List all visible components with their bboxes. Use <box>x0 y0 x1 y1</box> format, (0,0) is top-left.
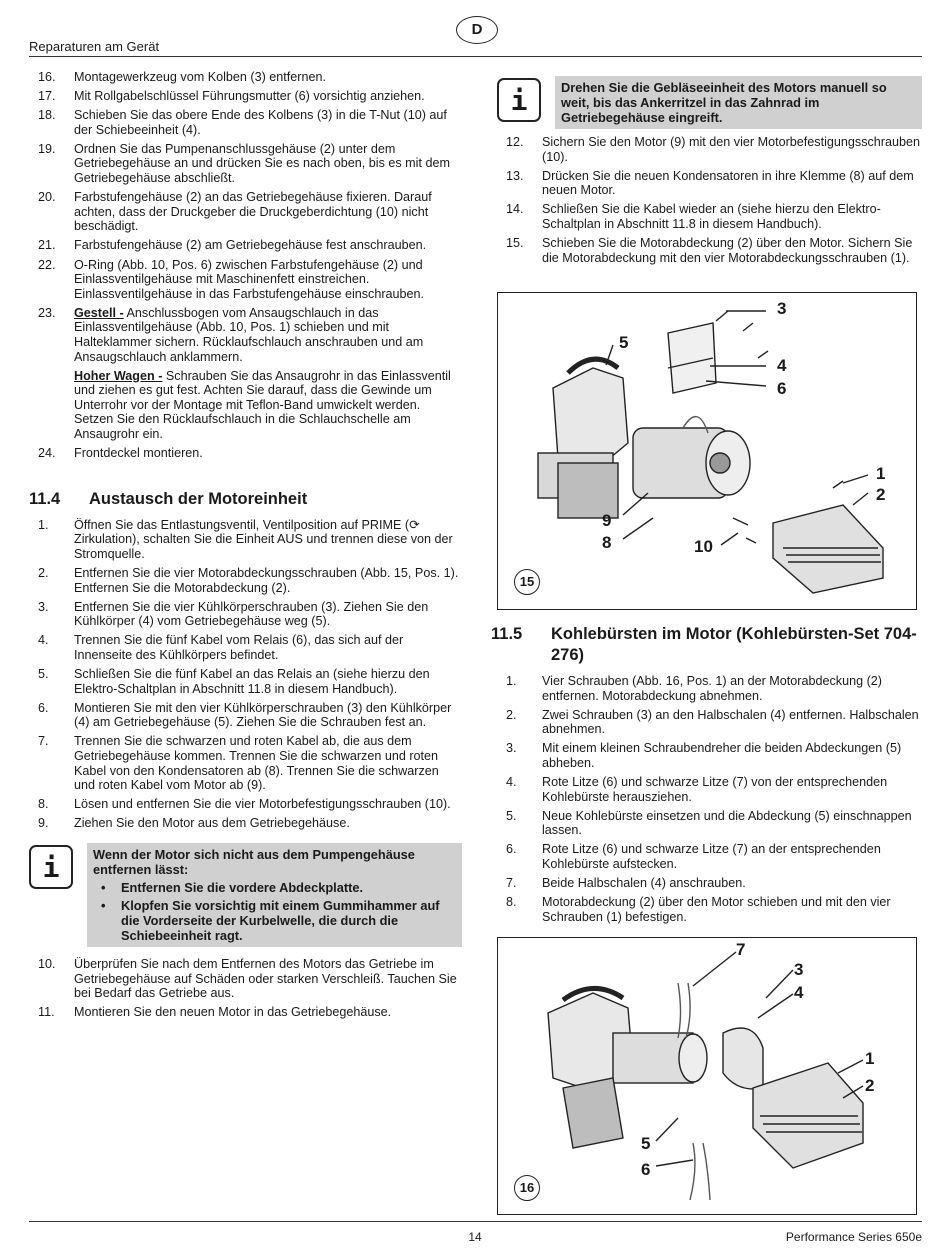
list-item: 8. Lösen und entfernen Sie die vier Motorbefestigungsschrauben (10). <box>38 797 451 812</box>
list-item: 12. Sichern Sie den Motor (9) mit den vier Motorbefestigungsschrauben (10). <box>506 135 921 164</box>
callout-3: 3 <box>777 299 787 318</box>
callout-2: 2 <box>876 485 886 504</box>
footer-title: Performance Series 650e <box>785 1230 922 1244</box>
motor-exploded-diagram <box>498 293 916 609</box>
callout-6: 6 <box>777 379 787 398</box>
callout-1: 1 <box>876 464 886 483</box>
list-item: 5. Neue Kohlebürste einsetzen und die Abdeckung (5) einschnappen lassen. <box>506 808 912 838</box>
note-bullet: • Klopfen Sie vorsichtig mit einem Gummihammer auf die Vorderseite der Kurbelwelle, die durch die Schiebeeinheit ragt. <box>101 898 440 944</box>
list-item: 6. Rote Litze (6) und schwarze Litze (7) an der entsprechenden Kohlebürste aufstecken. <box>506 842 881 872</box>
list-item: 8. Motorabdeckung (2) über den Motor schieben und mit den vier Schrauben (1) befestigen. <box>506 895 891 924</box>
info-note-armature <box>497 76 922 129</box>
callout-4: 4 <box>794 983 804 1002</box>
list-item: 20. Farbstufengehäuse (2) an das Getriebegehäuse fixieren. Darauf achten, dass der Druckgeber die Druckgeberdichtung (10) nicht beschädigt. <box>38 190 432 234</box>
figure-16 <box>497 937 917 1215</box>
left-column <box>29 70 462 1024</box>
note-title: Wenn der Motor sich nicht aus dem Pumpengehäuse entfernen lässt: <box>93 847 415 878</box>
list-item: 10. Überprüfen Sie nach dem Entfernen des Motors das Getriebe im Getriebegehäuse auf Schäden oder starken Verschleiß. Tauchen Sie bei Bedarf das Getriebe aus. <box>38 957 457 1001</box>
info-icon: i <box>497 78 541 122</box>
step-list-right <box>497 135 922 265</box>
list-item: 7. Beide Halbschalen (4) anschrauben. <box>506 876 746 891</box>
callout-6: 6 <box>641 1160 651 1179</box>
list-item: 9. Ziehen Sie den Motor aus dem Getriebegehäuse. <box>38 816 350 831</box>
list-item: 5. Schließen Sie die fünf Kabel an das Relais an (siehe hierzu den Elektro-Schaltplan in Abschnitt 11.8 in diesem Handbuch). <box>38 667 430 696</box>
brush-exploded-diagram <box>498 938 916 1214</box>
figure-number-badge: 16 <box>514 1175 540 1201</box>
info-note-motor <box>29 843 462 947</box>
figure-number-badge: 15 <box>514 569 540 595</box>
list-item: 3. Mit einem kleinen Schraubendreher die beiden Abdeckungen (5) abheben. <box>506 741 902 770</box>
callout-7: 7 <box>736 940 746 959</box>
callout-3: 3 <box>794 960 804 979</box>
list-item: 15. Schieben Sie die Motorabdeckung (2) über den Motor. Sichern Sie die Motorabdeckung mit den vier Motorabdeckungsschrauben (1). <box>506 236 913 265</box>
section-heading-11-5: 11.5 Kohlebürsten im Motor (Kohlebürsten-Set 704-276) <box>491 625 917 664</box>
callout-9: 9 <box>602 511 612 530</box>
motor-step-list-b <box>29 957 462 1020</box>
list-item: 24. Frontdeckel montieren. <box>38 446 203 461</box>
callout-5: 5 <box>641 1134 651 1153</box>
page-number: 14 <box>468 1230 482 1244</box>
list-item-continuation: Hoher Wagen - Schrauben Sie das Ansaugrohr in das Einlassventil und ziehen es gut fest. Achten Sie darauf, dass die Gewinde um Unterrohr vor der Montage mit Teflon-Band umwickelt werden. Setzen Sie den Rücklaufschlauch in die Schlauchschelle am Ansaugrohr ein. <box>74 368 451 442</box>
callout-1: 1 <box>865 1049 875 1068</box>
list-item: 4. Trennen Sie die fünf Kabel vom Relais (6), das sich auf der Innenseite des Kühlkörpers befindet. <box>38 633 404 662</box>
list-item: 11. Montieren Sie den neuen Motor in das Getriebegehäuse. <box>38 1005 392 1020</box>
callout-4: 4 <box>777 356 787 375</box>
list-item: 1. Öffnen Sie das Entlastungsventil, Ventilposition auf PRIME (⟳ Zirkulation), schalten Sie die Einheit AUS und trennen diese von der Stromquelle. <box>38 517 453 561</box>
list-item: 21. Farbstufengehäuse (2) am Getriebegehäuse fest anschrauben. <box>38 238 427 253</box>
list-item: 13. Drücken Sie die neuen Kondensatoren in ihre Klemme (8) auf dem neuen Motor. <box>506 168 914 198</box>
footer-divider <box>29 1221 922 1222</box>
list-item: 18. Schieben Sie das obere Ende des Kolbens (3) in die T-Nut (10) auf der Schiebeeinheit (4). <box>38 108 447 137</box>
brush-step-list <box>497 674 921 924</box>
step-list-a <box>29 70 462 461</box>
list-item: 19. Ordnen Sie das Pumpenanschlussgehäuse (2) unter dem Getriebegehäuse an und drücken Sie es nach oben, bis es mit dem Getriebegehäuse abschließt. <box>38 141 450 186</box>
right-column <box>497 76 922 270</box>
list-item: 3. Entfernen Sie die vier Kühlkörperschrauben (3). Ziehen Sie den Kühlkörper (4) vom Getriebegehäuse weg (5). <box>38 599 429 629</box>
header-divider <box>29 56 922 57</box>
list-item: 2. Zwei Schrauben (3) an den Halbschalen (4) entfernen. Halbschalen abnehmen. <box>506 707 919 737</box>
motor-step-list <box>29 518 462 831</box>
figure-15 <box>497 292 917 610</box>
list-item: 16. Montagewerkzeug vom Kolben (3) entfernen. <box>38 70 327 84</box>
callout-5: 5 <box>619 333 629 352</box>
list-item: 23. Gestell - Anschlussbogen vom Ansaugschlauch in das Einlassventilgehäuse (Abb. 10, Pos. 1) schieben und mit Halteklammer sichern. Rücklaufschlauch anschrauben und am Ansaugschlauch anklammern. <box>38 305 424 364</box>
info-icon: i <box>29 845 73 889</box>
callout-10: 10 <box>694 537 713 556</box>
note-bullet: • Entfernen Sie die vordere Abdeckplatte. <box>101 880 364 896</box>
section-label: Reparaturen am Gerät <box>29 39 160 54</box>
section-11-5 <box>491 624 921 929</box>
note-box <box>87 843 462 947</box>
note-box: Drehen Sie die Gebläseeinheit des Motors manuell so weit, bis das Ankerritzel in das Zahnrad im Getriebegehäuse eingreift. <box>555 76 922 129</box>
list-item: 1. Vier Schrauben (Abb. 16, Pos. 1) an der Motorabdeckung (2) entfernen. Motorabdeckung abnehmen. <box>506 674 882 703</box>
list-item: 4. Rote Litze (6) und schwarze Litze (7) von der entsprechenden Kohlebürste herausziehen. <box>506 775 888 804</box>
list-item: 2. Entfernen Sie die vier Motorabdeckungsschrauben (Abb. 15, Pos. 1). Entfernen Sie die Motorabdeckung (2). <box>38 566 459 595</box>
list-item: 7. Trennen Sie die schwarzen und roten Kabel ab, die aus dem Getriebegehäuse kommen. Trennen Sie die schwarzen und roten Kabel von den Kondensatoren ab (8). Trennen Sie die schwarzen und roten Kabel vom Motor ab (9). <box>38 734 439 793</box>
callout-8: 8 <box>602 533 612 552</box>
list-item: 17. Mit Rollgabelschlüssel Führungsmutter (6) vorsichtig anziehen. <box>38 89 425 104</box>
list-item: 14. Schließen Sie die Kabel wieder an (siehe hierzu den Elektro-Schaltplan in Abschnitt 11.8 in diesem Handbuch). <box>506 202 881 231</box>
section-heading-11-4: 11.4 Austausch der Motoreinheit <box>29 489 308 508</box>
callout-2: 2 <box>865 1076 875 1095</box>
language-badge: D <box>456 16 498 44</box>
list-item: 6. Montieren Sie mit den vier Kühlkörperschrauben (3) den Kühlkörper (4) am Getriebegehäuse (5). Ziehen Sie die Schrauben fest an. <box>38 700 452 730</box>
list-item: 22. O-Ring (Abb. 10, Pos. 6) zwischen Farbstufengehäuse (2) und Einlassventilgehäuse mit Maschinenfett einstreichen. Einlassventilgehäuse in das Farbstufengehäuse einschrauben. <box>38 257 425 301</box>
